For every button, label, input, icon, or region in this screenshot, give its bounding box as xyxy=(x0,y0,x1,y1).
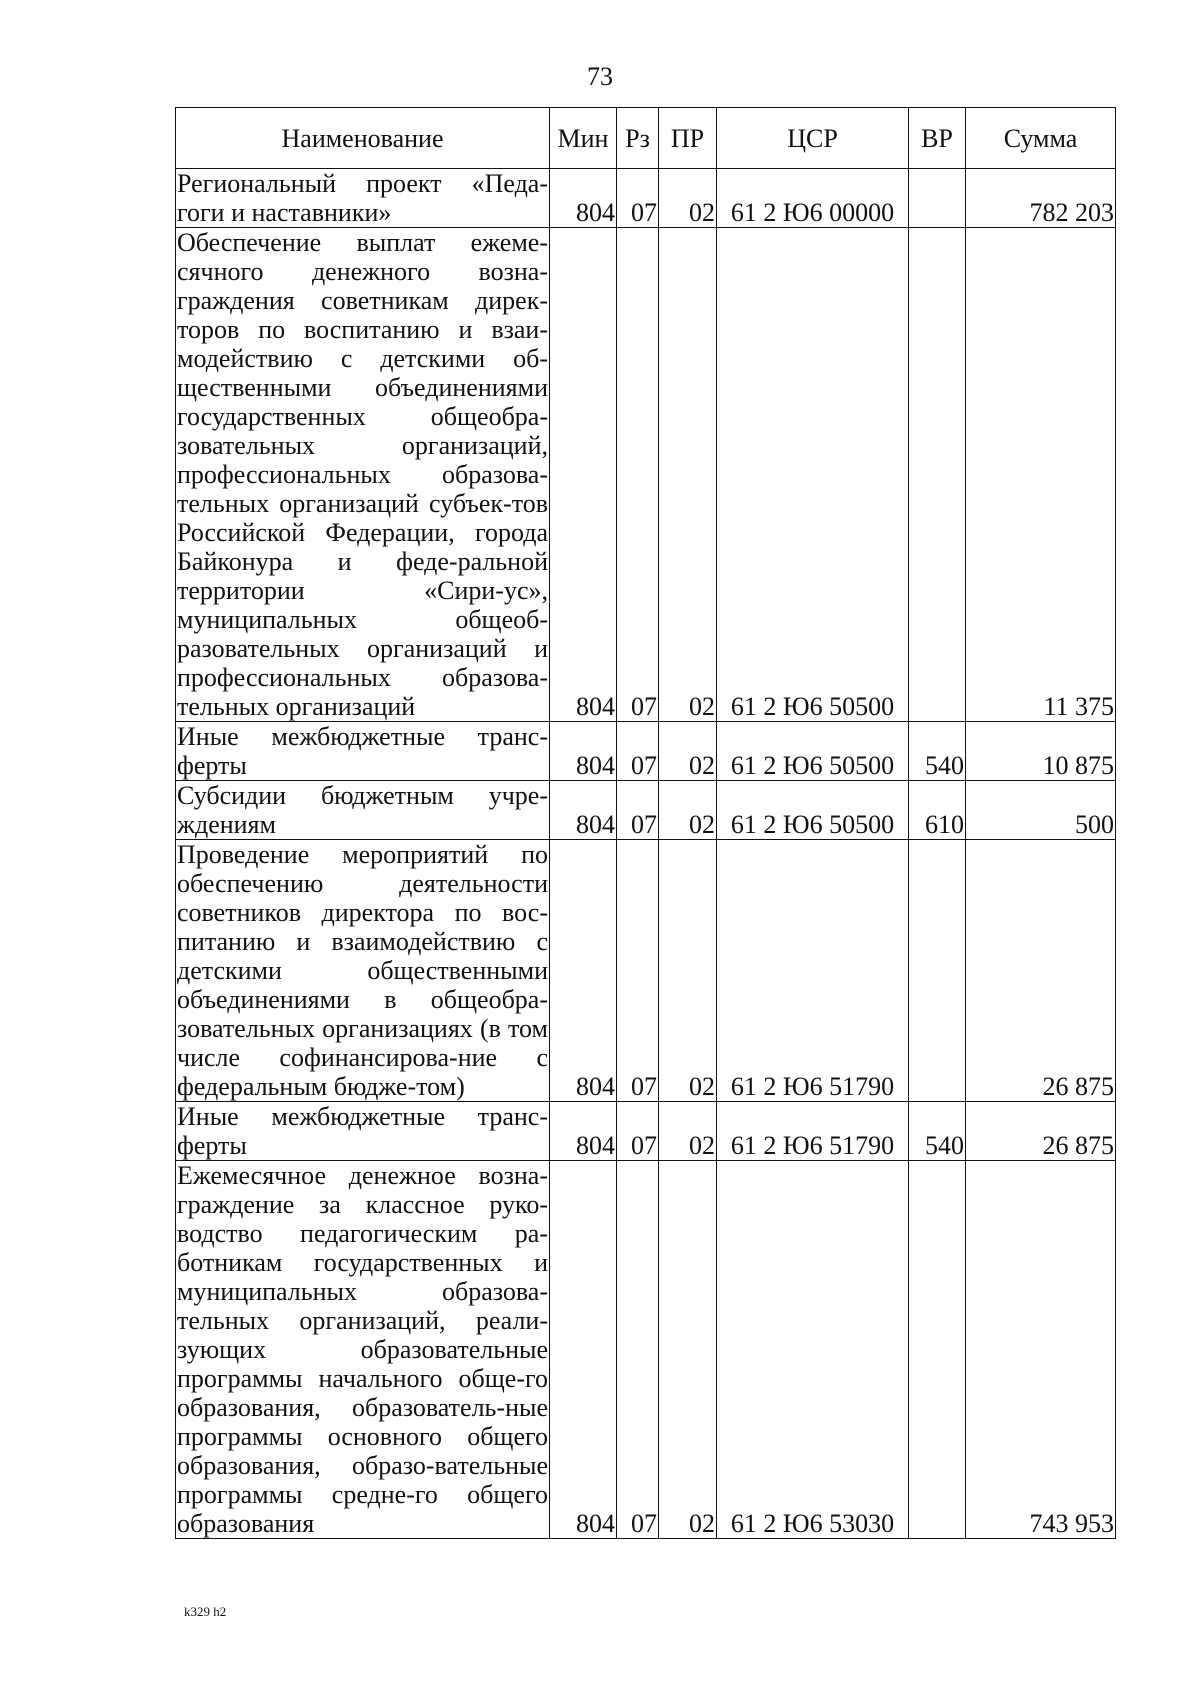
row-name: Проведение мероприятий по обеспечению деятельности советников директора по вос-питанию и взаимодействию с детскими общественными объединениями в общеобра-зовательных организациях (в том числе софинансирова-ние с федеральным бюдже-том) xyxy=(177,840,548,1101)
row-csr: 61 2 Ю6 53030 xyxy=(717,1161,909,1539)
table-row xyxy=(176,722,1116,781)
row-pr: 02 xyxy=(659,781,717,840)
row-vr: 610 xyxy=(909,781,966,840)
row-name: Иные межбюджетные транс-ферты xyxy=(177,1102,548,1160)
row-name: Региональный проект «Педа-гоги и наставники» xyxy=(177,169,548,227)
table-row xyxy=(176,228,1116,722)
row-sum: 26 875 xyxy=(966,1102,1116,1161)
row-vr: 540 xyxy=(909,1102,966,1161)
row-csr: 61 2 Ю6 50500 xyxy=(717,781,909,840)
row-vr: 540 xyxy=(909,722,966,781)
row-vr xyxy=(909,840,966,1102)
row-sum: 500 xyxy=(966,781,1116,840)
row-csr: 61 2 Ю6 00000 xyxy=(717,169,909,228)
header-min: Мин xyxy=(550,108,617,169)
row-pr: 02 xyxy=(659,169,717,228)
row-min: 804 xyxy=(550,169,617,228)
row-pr: 02 xyxy=(659,1102,717,1161)
row-csr: 61 2 Ю6 50500 xyxy=(717,228,909,722)
row-min: 804 xyxy=(550,781,617,840)
header-rz: Рз xyxy=(617,108,659,169)
row-min: 804 xyxy=(550,228,617,722)
table-row xyxy=(176,781,1116,840)
row-rz: 07 xyxy=(617,781,659,840)
row-min: 804 xyxy=(550,840,617,1102)
row-rz: 07 xyxy=(617,722,659,781)
row-name: Обеспечение выплат ежеме-сячного денежного возна-граждения советникам дирек-торов по воспитанию и взаи-модействию с детскими об-щественными объединениями государственных общеобра-зовательных организаций, профессиональных образова-тельных организаций субъек-тов Российской Федерации, города Байконура и феде-ральной территории «Сири-ус», муниципальных общеоб-разовательных организаций и профессиональных образова-тельных организаций xyxy=(177,228,548,721)
table-row xyxy=(176,1161,1116,1539)
row-pr: 02 xyxy=(659,722,717,781)
row-sum: 782 203 xyxy=(966,169,1116,228)
row-sum: 10 875 xyxy=(966,722,1116,781)
row-pr: 02 xyxy=(659,228,717,722)
row-csr: 61 2 Ю6 50500 xyxy=(717,722,909,781)
row-sum: 11 375 xyxy=(966,228,1116,722)
header-name: Наименование xyxy=(176,108,550,169)
table-row xyxy=(176,840,1116,1102)
row-rz: 07 xyxy=(617,169,659,228)
row-name: Иные межбюджетные транс-ферты xyxy=(177,722,548,780)
row-rz: 07 xyxy=(617,1102,659,1161)
row-sum: 743 953 xyxy=(966,1161,1116,1539)
row-min: 804 xyxy=(550,1102,617,1161)
header-csr: ЦСР xyxy=(717,108,909,169)
row-vr xyxy=(909,169,966,228)
row-pr: 02 xyxy=(659,1161,717,1539)
row-csr: 61 2 Ю6 51790 xyxy=(717,840,909,1102)
row-name: Ежемесячное денежное возна-граждение за классное руко-водство педагогическим ра-ботникам государственных и муниципальных образова-тельных организаций, реали-зующих образовательные программы начального обще-го образования, образователь-ные программы основного общего образования, образо-вательные программы средне-го общего образования xyxy=(177,1161,548,1538)
row-pr: 02 xyxy=(659,840,717,1102)
row-rz: 07 xyxy=(617,1161,659,1539)
table-row xyxy=(176,169,1116,228)
budget-table xyxy=(175,107,1116,1539)
page-number: 73 xyxy=(587,62,613,91)
row-csr: 61 2 Ю6 51790 xyxy=(717,1102,909,1161)
header-vr: ВР xyxy=(909,108,966,169)
table-row xyxy=(176,1102,1116,1161)
row-vr xyxy=(909,228,966,722)
header-row xyxy=(176,108,1116,169)
header-sum: Сумма xyxy=(966,108,1116,169)
row-sum: 26 875 xyxy=(966,840,1116,1102)
footer-code: k329 h2 xyxy=(184,1604,227,1619)
row-min: 804 xyxy=(550,1161,617,1539)
row-name: Субсидии бюджетным учре-ждениям xyxy=(177,781,548,839)
row-rz: 07 xyxy=(617,840,659,1102)
row-min: 804 xyxy=(550,722,617,781)
row-rz: 07 xyxy=(617,228,659,722)
header-pr: ПР xyxy=(659,108,717,169)
row-vr xyxy=(909,1161,966,1539)
